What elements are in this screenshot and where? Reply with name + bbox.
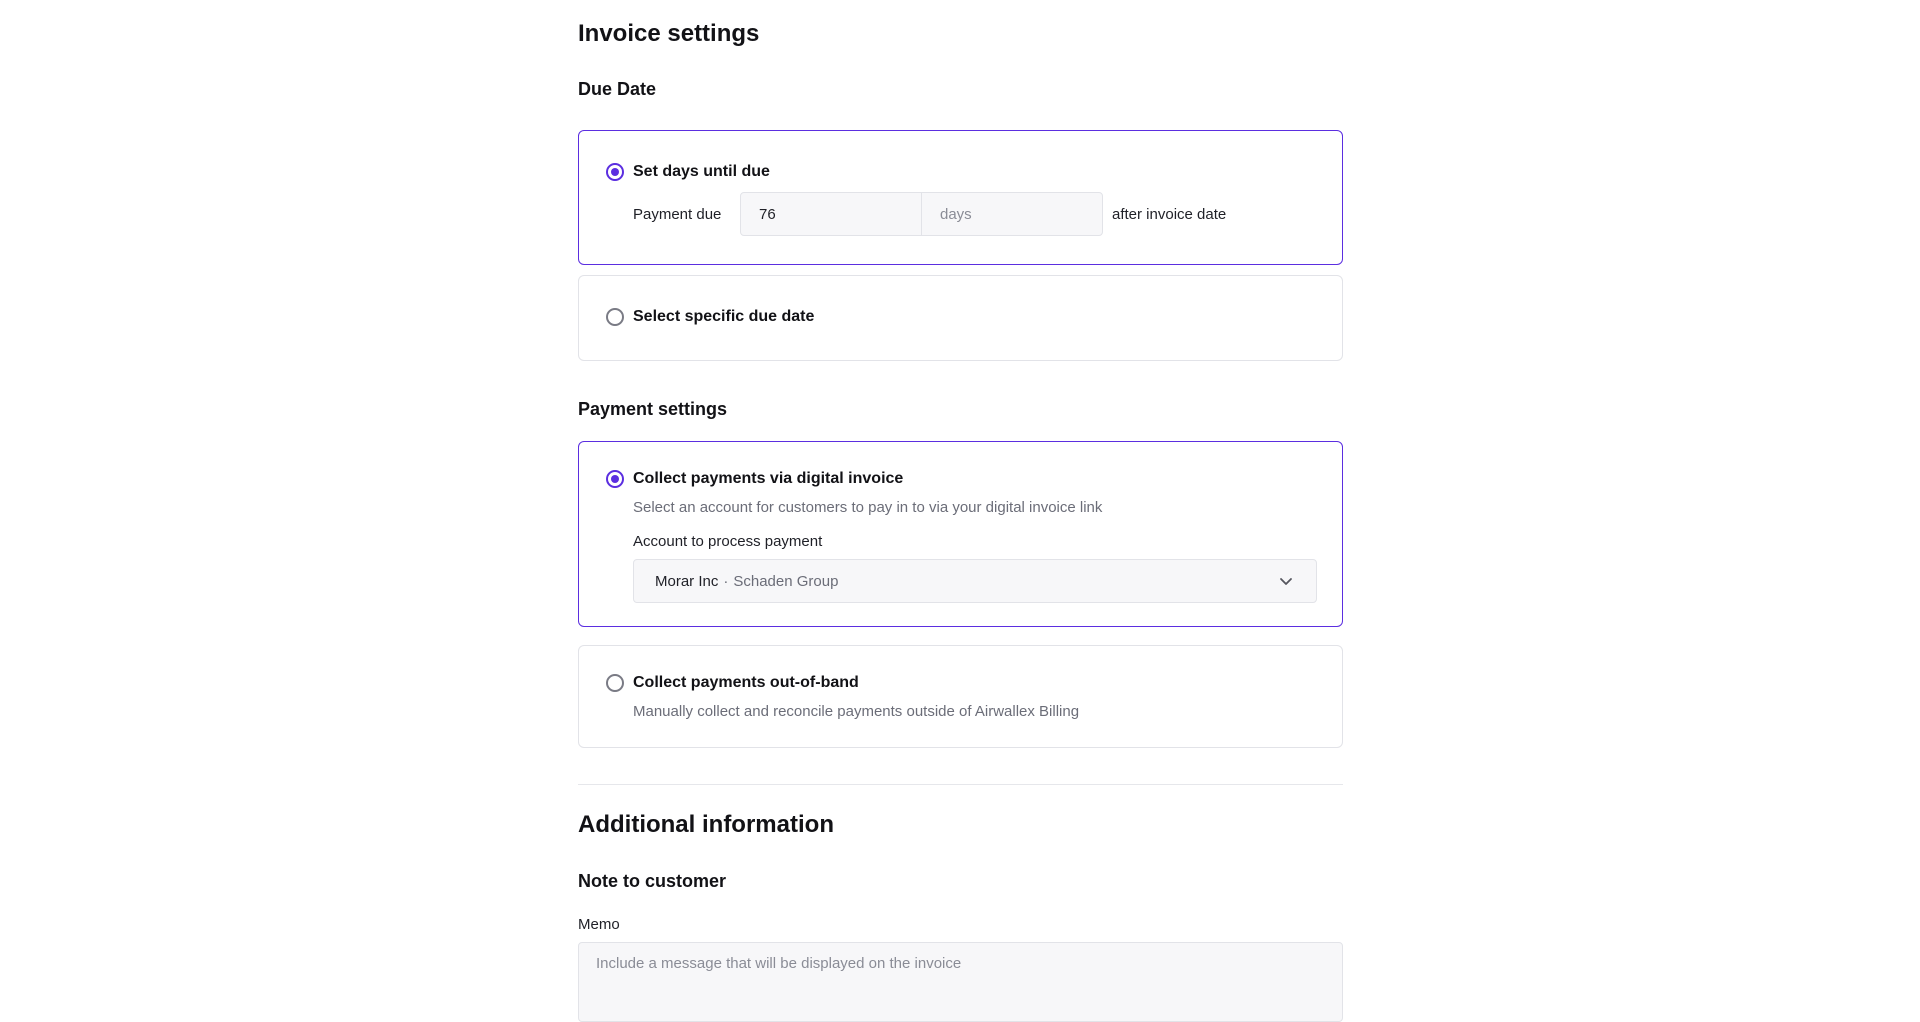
due-option-days-card[interactable] xyxy=(578,130,1343,265)
due-option-days-radio[interactable] xyxy=(606,163,624,181)
account-select[interactable] xyxy=(633,559,1317,603)
days-unit-field xyxy=(921,192,1103,236)
payment-option-out-of-band-description: Manually collect and reconcile payments outside of Airwallex Billing xyxy=(633,703,1080,720)
note-to-customer-heading: Note to customer xyxy=(578,871,727,891)
chevron-down-icon[interactable] xyxy=(1278,573,1294,589)
due-option-specific-radio[interactable] xyxy=(606,308,624,326)
payment-option-digital-label: Collect payments via digital invoice xyxy=(633,470,904,487)
due-option-days-label: Set days until due xyxy=(633,163,770,180)
section-divider xyxy=(578,784,1343,785)
payment-option-digital-card[interactable] xyxy=(578,441,1343,627)
payment-settings-heading: Payment settings xyxy=(578,399,728,419)
due-option-specific-label: Select specific due date xyxy=(633,308,815,325)
account-select-separator: · xyxy=(723,572,729,590)
account-select-primary: Morar Inc xyxy=(655,572,719,590)
after-invoice-date-label: after invoice date xyxy=(1112,206,1227,223)
days-unit-label: days xyxy=(940,205,972,223)
payment-due-label: Payment due xyxy=(633,206,722,223)
payment-option-digital-description: Select an account for customers to pay in to via your digital invoice link xyxy=(633,499,1103,516)
payment-option-out-of-band-radio[interactable] xyxy=(606,674,624,692)
due-option-specific-card[interactable] xyxy=(578,275,1343,361)
memo-input[interactable] xyxy=(578,942,1343,1022)
due-date-heading: Due Date xyxy=(578,79,657,99)
days-until-due-value: 76 xyxy=(759,205,776,223)
additional-information-title: Additional information xyxy=(578,811,834,838)
payment-option-out-of-band-card[interactable] xyxy=(578,645,1343,748)
account-to-process-label: Account to process payment xyxy=(633,533,823,550)
days-until-due-input[interactable] xyxy=(740,192,922,236)
memo-label: Memo xyxy=(578,916,620,933)
account-select-secondary: Schaden Group xyxy=(733,572,839,590)
invoice-settings-title: Invoice settings xyxy=(578,20,760,47)
payment-option-out-of-band-label: Collect payments out-of-band xyxy=(633,674,859,691)
memo-placeholder: Include a message that will be displayed on the invoice xyxy=(596,955,962,972)
payment-option-digital-radio[interactable] xyxy=(606,470,624,488)
